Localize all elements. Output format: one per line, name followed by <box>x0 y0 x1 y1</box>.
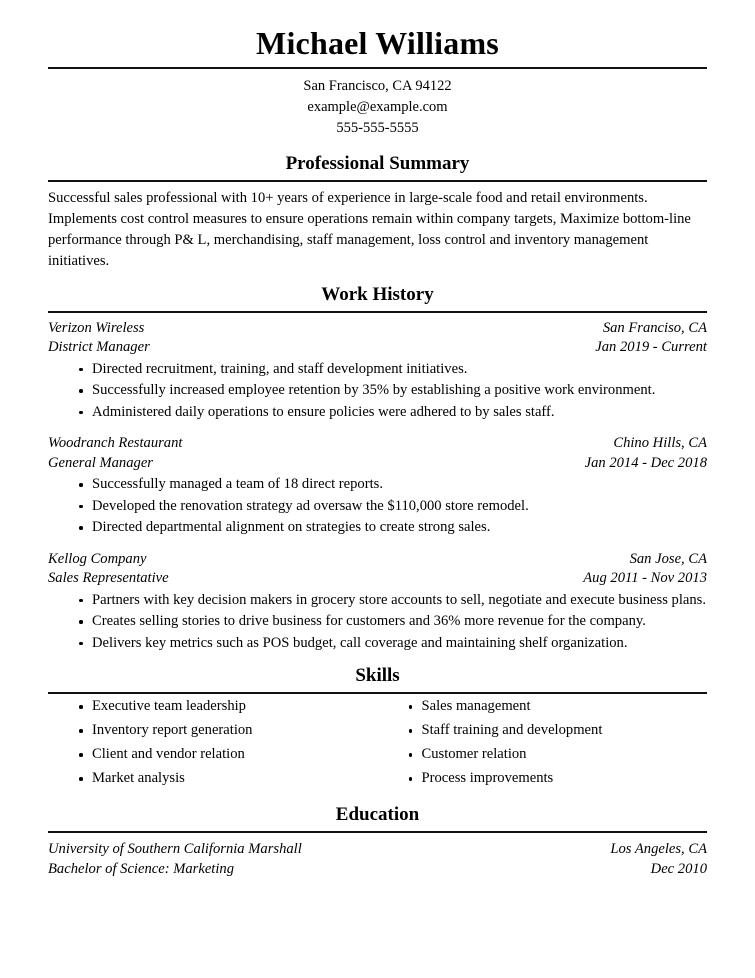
education-date: Dec 2010 <box>650 861 707 878</box>
work-location: Chino Hills, CA <box>613 435 707 452</box>
work-bullet-list <box>48 474 707 538</box>
section-body-summary <box>48 182 707 272</box>
skill-item: Client and vendor relation <box>48 744 378 764</box>
section-body-education <box>48 833 707 879</box>
skills-list-left <box>48 696 378 788</box>
contact-address: San Francisco, CA 94122 <box>303 78 452 95</box>
work-entry-subheader <box>48 569 707 589</box>
skill-item: Staff training and development <box>378 720 708 740</box>
work-bullet: Administered daily operations to ensure policies were adhered to by sales staff. <box>48 402 707 423</box>
work-bullet-list <box>48 590 707 654</box>
education-entry-header <box>48 839 707 859</box>
section-body-work-history <box>48 313 707 654</box>
section-title-skills: Skills <box>355 665 400 687</box>
education-degree: Bachelor of Science: Marketing <box>48 861 234 878</box>
work-bullet: Delivers key metrics such as POS budget, call coverage and maintaining shelf organization. <box>48 633 707 654</box>
education-location: Los Angeles, CA <box>610 841 707 858</box>
work-entry-header <box>48 319 707 339</box>
work-bullet: Successfully increased employee retention by 35% by establishing a positive work environment. <box>48 380 707 401</box>
work-location: San Jose, CA <box>629 550 707 567</box>
skills-list-right <box>378 696 708 788</box>
work-entry-header <box>48 550 707 570</box>
skill-item: Market analysis <box>48 768 378 788</box>
work-company: Verizon Wireless <box>48 319 145 336</box>
work-role: General Manager <box>48 454 153 471</box>
work-entry-subheader <box>48 338 707 358</box>
work-dates: Aug 2011 - Nov 2013 <box>583 570 707 587</box>
education-school: University of Southern California Marshall <box>48 841 302 858</box>
skill-item: Sales management <box>378 696 708 716</box>
work-entry-subheader <box>48 454 707 474</box>
work-dates: Jan 2014 - Dec 2018 <box>584 454 707 471</box>
work-company: Kellog Company <box>48 550 147 567</box>
work-entry <box>48 319 707 423</box>
contact-phone: 555-555-5555 <box>336 120 419 137</box>
work-company: Woodranch Restaurant <box>48 435 183 452</box>
skills-column-left <box>48 696 378 792</box>
work-bullet: Creates selling stories to drive business for customers and 36% more revenue for the company. <box>48 611 707 632</box>
work-entry <box>48 434 707 538</box>
work-dates: Jan 2019 - Current <box>595 339 707 356</box>
work-role: Sales Representative <box>48 570 169 587</box>
section-title-education: Education <box>335 804 420 826</box>
work-entry-header <box>48 434 707 454</box>
section-title-work-history: Work History <box>321 284 434 306</box>
summary-text: Successful sales professional with 10+ years of experience in large-scale food and retail environments. Implements cost control measures to ensure operations remain within company targets, Maximize bottom-line performance through P& L, merchandising, staff management, loss control and inventory management initiatives. <box>48 190 691 270</box>
work-bullet-list <box>48 359 707 423</box>
skill-item: Customer relation <box>378 744 708 764</box>
skills-column-right <box>378 696 708 792</box>
candidate-name: Michael Williams <box>256 25 499 61</box>
education-entry-subheader <box>48 859 707 879</box>
section-title-summary: Professional Summary <box>285 153 470 175</box>
work-bullet: Directed departmental alignment on strategies to create strong sales. <box>48 517 707 538</box>
skill-item: Executive team leadership <box>48 696 378 716</box>
work-bullet: Successfully managed a team of 18 direct reports. <box>48 474 707 495</box>
work-location: San Franciso, CA <box>602 319 707 336</box>
contact-email: example@example.com <box>307 99 448 116</box>
skills-columns <box>48 694 707 792</box>
work-role: District Manager <box>48 339 150 356</box>
skill-item: Inventory report generation <box>48 720 378 740</box>
work-entry <box>48 550 707 654</box>
work-bullet: Developed the renovation strategy ad oversaw the $110,000 store remodel. <box>48 496 707 517</box>
work-bullet: Partners with key decision makers in grocery store accounts to sell, negotiate and execute business plans. <box>48 590 707 611</box>
work-bullet: Directed recruitment, training, and staff development initiatives. <box>48 359 707 380</box>
skill-item: Process improvements <box>378 768 708 788</box>
education-entry <box>48 839 707 879</box>
contact-block <box>48 69 707 141</box>
